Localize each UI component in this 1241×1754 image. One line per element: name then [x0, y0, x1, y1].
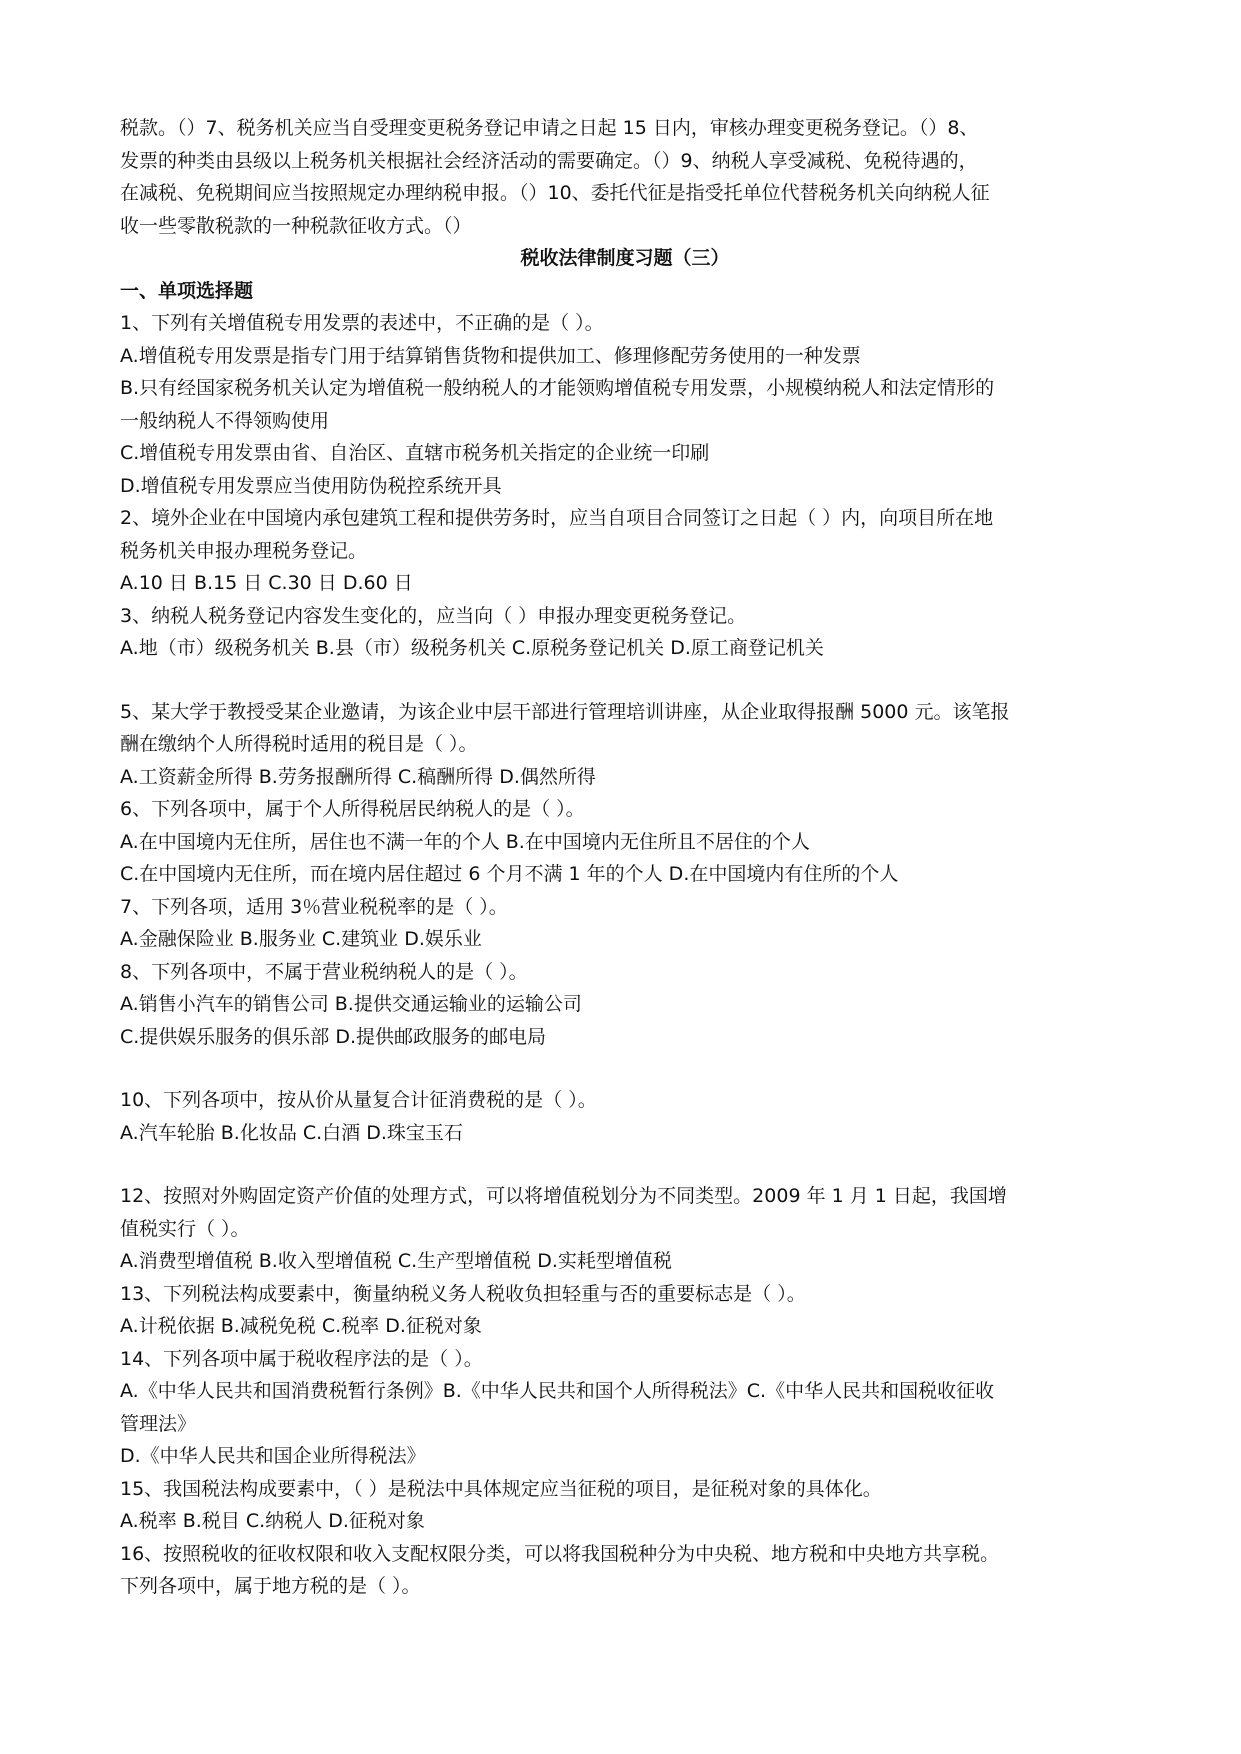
option-line: 一般纳税人不得领购使用 — [120, 409, 330, 432]
question-text: 值税实行（ ）。 — [120, 1217, 250, 1240]
option-line: B.只有经国家税务机关认定为增值税一般纳税人的才能领购增值税专用发票，小规模纳税人和法定情形的 — [120, 377, 995, 399]
question-5 — [120, 696, 1130, 794]
question-text: 6、下列各项中，属于个人所得税居民纳税人的是（ ）。 — [120, 798, 585, 820]
option-line: A.在中国境内无住所，居住也不满一年的个人 B.在中国境内无住所且不居住的个人 — [120, 830, 810, 853]
option-line: A.汽车轮胎 B.化妆品 C.白酒 D.珠宝玉石 — [120, 1121, 463, 1144]
question-text: 7、下列各项，适用 3％营业税税率的是（ ）。 — [120, 895, 508, 918]
option-line: A.增值税专用发票是指专门用于结算销售货物和提供加工、修理修配劳务使用的一种发票 — [120, 344, 861, 367]
question-16 — [120, 1538, 1130, 1603]
blank-gap — [120, 1053, 1130, 1084]
text-line: 在减税、免税期间应当按照规定办理纳税申报。（）10、委托代征是指受托单位代替税务机关向纳税人征 — [120, 182, 990, 204]
question-14 — [120, 1343, 1130, 1473]
blank-gap — [120, 1149, 1130, 1180]
intro-paragraph — [120, 112, 1130, 242]
text-line: 收一些零散税款的一种税款征收方式。（） — [120, 214, 472, 237]
option-line: A.销售小汽车的销售公司 B.提供交通运输业的运输公司 — [120, 993, 582, 1015]
question-15 — [120, 1473, 1130, 1538]
document-title: 税收法律制度习题（三） — [520, 247, 730, 269]
question-text: 14、下列各项中属于税收程序法的是（ ）。 — [120, 1347, 483, 1370]
text-line: 发票的种类由县级以上税务机关根据社会经济活动的需要确定。（）9、纳税人享受减税、免税待遇的， — [120, 149, 978, 172]
section-heading: 一、单项选择题 — [120, 279, 254, 302]
question-13 — [120, 1278, 1130, 1343]
question-8 — [120, 956, 1130, 1054]
question-text: 税务机关申报办理税务登记。 — [120, 539, 368, 562]
document-page — [120, 112, 1130, 1603]
question-text: 2、境外企业在中国境内承包建筑工程和提供劳务时，应当自项目合同签订之日起（ ）内，向项目所在地 — [120, 507, 994, 529]
question-text: 15、我国税法构成要素中，（ ）是税法中具体规定应当征税的项目，是征税对象的具体化。 — [120, 1477, 882, 1500]
blank-gap — [120, 665, 1130, 696]
question-text: 3、纳税人税务登记内容发生变化的，应当向（ ）申报办理变更税务登记。 — [120, 604, 747, 627]
question-text: 下列各项中，属于地方税的是（ ）。 — [120, 1575, 421, 1597]
question-text: 16、按照税收的征收权限和收入支配权限分类，可以将我国税种分为中央税、地方税和中央地方共享税。 — [120, 1542, 1000, 1565]
option-line: A.计税依据 B.减税免税 C.税率 D.征税对象 — [120, 1315, 482, 1337]
option-line: A.税率 B.税目 C.纳税人 D.征税对象 — [120, 1510, 425, 1532]
text-line: 税款。（）7、税务机关应当自受理变更税务登记申请之日起 15 日内，审核办理变更税务登记。（）8、 — [120, 117, 979, 139]
question-text: 1、下列有关增值税专用发票的表述中，不正确的是（ ）。 — [120, 312, 604, 334]
option-line: A.消费型增值税 B.收入型增值税 C.生产型增值税 D.实耗型增值税 — [120, 1250, 672, 1272]
question-3 — [120, 600, 1130, 665]
option-line: 管理法》 — [120, 1412, 197, 1435]
question-text: 5、某大学于教授受某企业邀请，为该企业中层干部进行管理培训讲座，从企业取得报酬 5000 元。该笔报 — [120, 700, 1010, 723]
question-2 — [120, 502, 1130, 600]
question-text: 酬在缴纳个人所得税时适用的税目是（ ）。 — [120, 733, 478, 755]
option-line: A.金融保险业 B.服务业 C.建筑业 D.娱乐业 — [120, 928, 482, 950]
question-12 — [120, 1180, 1130, 1278]
option-line: A.工资薪金所得 B.劳务报酬所得 C.稿酬所得 D.偶然所得 — [120, 765, 596, 788]
question-10 — [120, 1084, 1130, 1149]
question-text: 8、下列各项中，不属于营业税纳税人的是（ ）。 — [120, 960, 528, 983]
option-line: D.《中华人民共和国企业所得税法》 — [120, 1445, 426, 1467]
question-text: 12、按照对外购固定资产价值的处理方式，可以将增值税划分为不同类型。2009 年 1 月 1 日起，我国增 — [120, 1185, 1007, 1207]
option-line: A.10 日 B.15 日 C.30 日 D.60 日 — [120, 572, 413, 594]
question-text: 10、下列各项中，按从价从量复合计征消费税的是（ ）。 — [120, 1089, 597, 1111]
option-line: A.《中华人民共和国消费税暂行条例》B.《中华人民共和国个人所得税法》C.《中华人民共和国税收征收 — [120, 1380, 995, 1402]
option-line: C.提供娱乐服务的俱乐部 D.提供邮政服务的邮电局 — [120, 1025, 547, 1048]
question-text: 13、下列税法构成要素中，衡量纳税义务人税收负担轻重与否的重要标志是（ ）。 — [120, 1282, 806, 1305]
question-7 — [120, 891, 1130, 956]
option-line: C.在中国境内无住所，而在境内居住超过 6 个月不满 1 年的个人 D.在中国境内有住所的个人 — [120, 863, 899, 885]
question-6 — [120, 793, 1130, 891]
option-line: D.增值税专用发票应当使用防伪税控系统开具 — [120, 474, 502, 497]
option-line: C.增值税专用发票由省、自治区、直辖市税务机关指定的企业统一印刷 — [120, 442, 710, 464]
option-line: A.地（市）级税务机关 B.县（市）级税务机关 C.原税务登记机关 D.原工商登记机关 — [120, 637, 824, 659]
question-1 — [120, 307, 1130, 502]
